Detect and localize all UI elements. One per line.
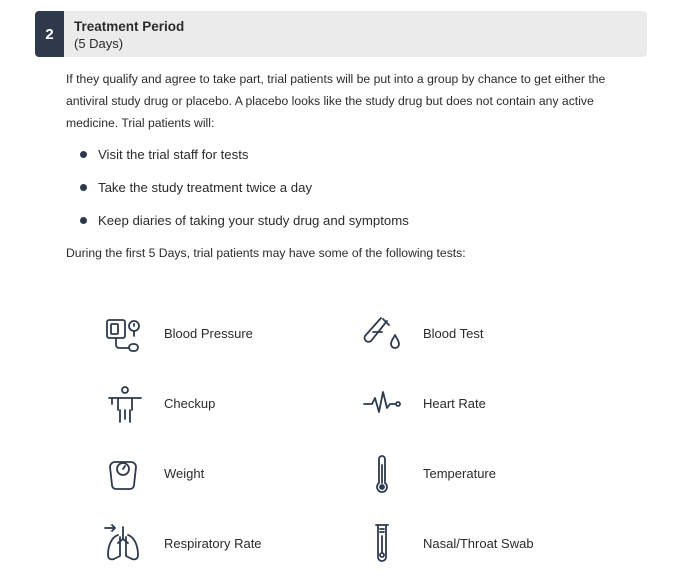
checkup-icon <box>104 381 142 425</box>
test-label: Temperature <box>423 465 496 481</box>
step-header <box>35 11 647 57</box>
heart-rate-icon <box>363 381 401 425</box>
bullet-text: Visit the trial staff for tests <box>98 147 249 162</box>
test-item-temperature <box>363 448 496 498</box>
test-label: Blood Pressure <box>164 325 253 341</box>
test-item-heart-rate <box>363 378 486 428</box>
blood-test-icon <box>363 311 401 355</box>
list-item <box>80 138 409 171</box>
test-label: Checkup <box>164 395 216 411</box>
test-item-nasal-throat-swab <box>363 518 534 568</box>
test-label: Weight <box>164 465 205 481</box>
bullet-text: Keep diaries of taking your study drug and symptoms <box>98 213 409 228</box>
bullet-icon <box>80 184 87 191</box>
step-title: Treatment Period <box>74 19 185 34</box>
scale-icon <box>104 451 142 495</box>
tests-intro: During the first 5 Days, trial patients may have some of the following tests: <box>66 246 466 260</box>
test-label: Nasal/Throat Swab <box>423 535 534 551</box>
swab-icon <box>363 521 401 565</box>
list-item <box>80 171 409 204</box>
test-item-blood-pressure <box>104 308 253 358</box>
bullet-icon <box>80 217 87 224</box>
list-item <box>80 204 409 237</box>
lungs-icon <box>104 521 142 565</box>
test-label: Heart Rate <box>423 395 486 411</box>
test-label: Blood Test <box>423 325 484 341</box>
test-label: Respiratory Rate <box>164 535 262 551</box>
bullet-icon <box>80 151 87 158</box>
test-item-checkup <box>104 378 215 428</box>
test-item-blood-test <box>363 308 483 358</box>
step-duration: (5 Days) <box>74 36 124 51</box>
test-item-respiratory-rate <box>104 518 262 568</box>
thermometer-icon <box>363 451 401 495</box>
intro-paragraph: If they qualify and agree to take part, trial patients will be put into a group by chance to get either the antiviral study drug or placebo. A placebo looks like the study drug but does not contain any active medicine. Trial patients will: <box>66 72 606 130</box>
step-number-badge: 2 <box>35 11 64 57</box>
test-item-weight <box>104 448 204 498</box>
bullet-text: Take the study treatment twice a day <box>98 180 313 195</box>
bullet-list <box>80 138 409 237</box>
blood-pressure-icon <box>104 311 142 355</box>
